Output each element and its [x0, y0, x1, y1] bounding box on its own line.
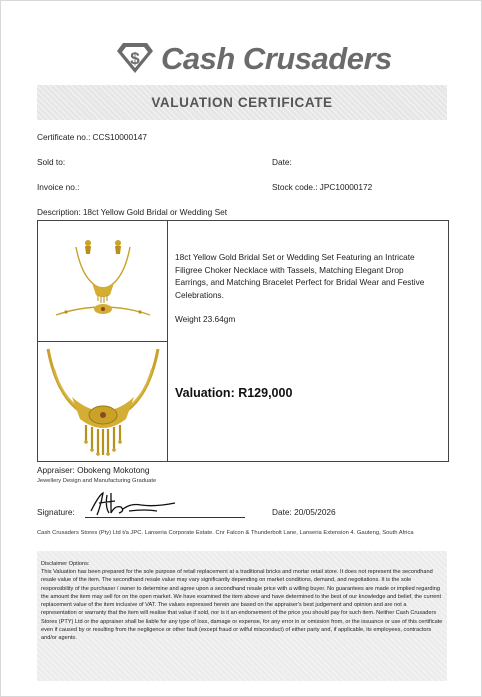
shield-dollar-icon: [115, 39, 155, 75]
invoice-label: Invoice no.:: [37, 182, 80, 192]
certificate-number-label: Certificate no.:: [37, 132, 91, 142]
description-label: Description:: [37, 207, 81, 217]
sold-to-field: [37, 157, 67, 167]
date-field: [272, 157, 294, 167]
appraiser-name: Appraiser: Obokeng Mokotong: [37, 465, 150, 475]
signature-line: [85, 517, 245, 518]
company-address: Cash Crusaders Stores (Pty) Ltd t/a JPC. Lanseria Corporate Estate. Cnr Falcon & Thunderbolt Lane, Lanseria Extension 4. Gauteng, South Africa: [37, 530, 414, 536]
invoice-field: [37, 182, 81, 192]
jewellery-set-image: [46, 229, 160, 333]
valuation-amount: Valuation: R129,000: [175, 386, 293, 400]
disclaimer-box: [37, 551, 447, 681]
stock-code-field: [272, 182, 372, 192]
description-value: 18ct Yellow Gold Bridal or Wedding Set: [82, 207, 228, 217]
brand-name: Cash Crusaders: [161, 41, 392, 76]
description-field: [37, 207, 227, 217]
item-details-box: [37, 220, 449, 462]
item-description: 18ct Yellow Gold Bridal Set or Wedding Set Featuring an Intricate Filigree Choker Necklace with Tassels, Matching Elegant Drop Earrings, and Matching Bracelet Perfect for Bridal Wear and Festive Celebrations.: [175, 252, 425, 300]
necklace-closeup-image: [42, 345, 164, 457]
item-weight: Weight 23.64gm: [175, 314, 236, 324]
stock-code-label: Stock code.:: [272, 182, 318, 192]
signature-label: Signature:: [37, 507, 75, 517]
stock-code-value: JPC10000172: [319, 182, 373, 192]
certificate-number-field: [37, 132, 147, 142]
brand-logo: [113, 37, 392, 79]
certificate-number-value: CCS10000147: [92, 132, 147, 142]
svg-text:$: $: [130, 49, 140, 68]
signature-image: [85, 489, 181, 519]
disclaimer-text: This Valuation has been prepared for the sole purpose of retail replacement at a traditional bricks and mortar retail store. It does not represent the secondhand resale value of the item. The secondhand resale value may vary significantly depending on market conditions, demand, and negotiations. It is the sole responsibility of the purchaser / owner to determine and agree upon a secondhand resale price with a willing buyer. No guarantees are made or implied regarding the amount the item may sell for on the open market. We have examined the item above and have determined to the best of our knowledge and belief, the current replacement value of the item inclusive of VAT. The values expressed herein are based on the appraiser's best judgement and opinion and are not a representation or warranty that the item will realise that value if sold, nor is it an endorsement of the price you should pay for such item. Neither Cash Crusaders Stores (PTY) Ltd or the appraiser shall be liable for any type of loss, damage or expense, for any error in or omission from, or the issuance or use of this certificate even if caused by or resulting from the negligence or other fault (except fraud or wilful misconduct) of either party and, if applicable, its employees, contractors and/or agents.: [41, 569, 443, 642]
appraisal-date: Date: 20/05/2026: [272, 507, 336, 517]
box-divider-horizontal: [38, 341, 167, 342]
certificate-title: VALUATION CERTIFICATE: [151, 95, 333, 110]
appraiser-qualification: Jewellery Design and Manufacturing Graduate: [37, 478, 157, 484]
date-label: Date:: [272, 157, 292, 167]
sold-to-label: Sold to:: [37, 157, 66, 167]
disclaimer-title: Disclaimer Options:: [41, 561, 90, 567]
box-divider-vertical: [167, 221, 168, 461]
title-banner: [37, 85, 447, 120]
